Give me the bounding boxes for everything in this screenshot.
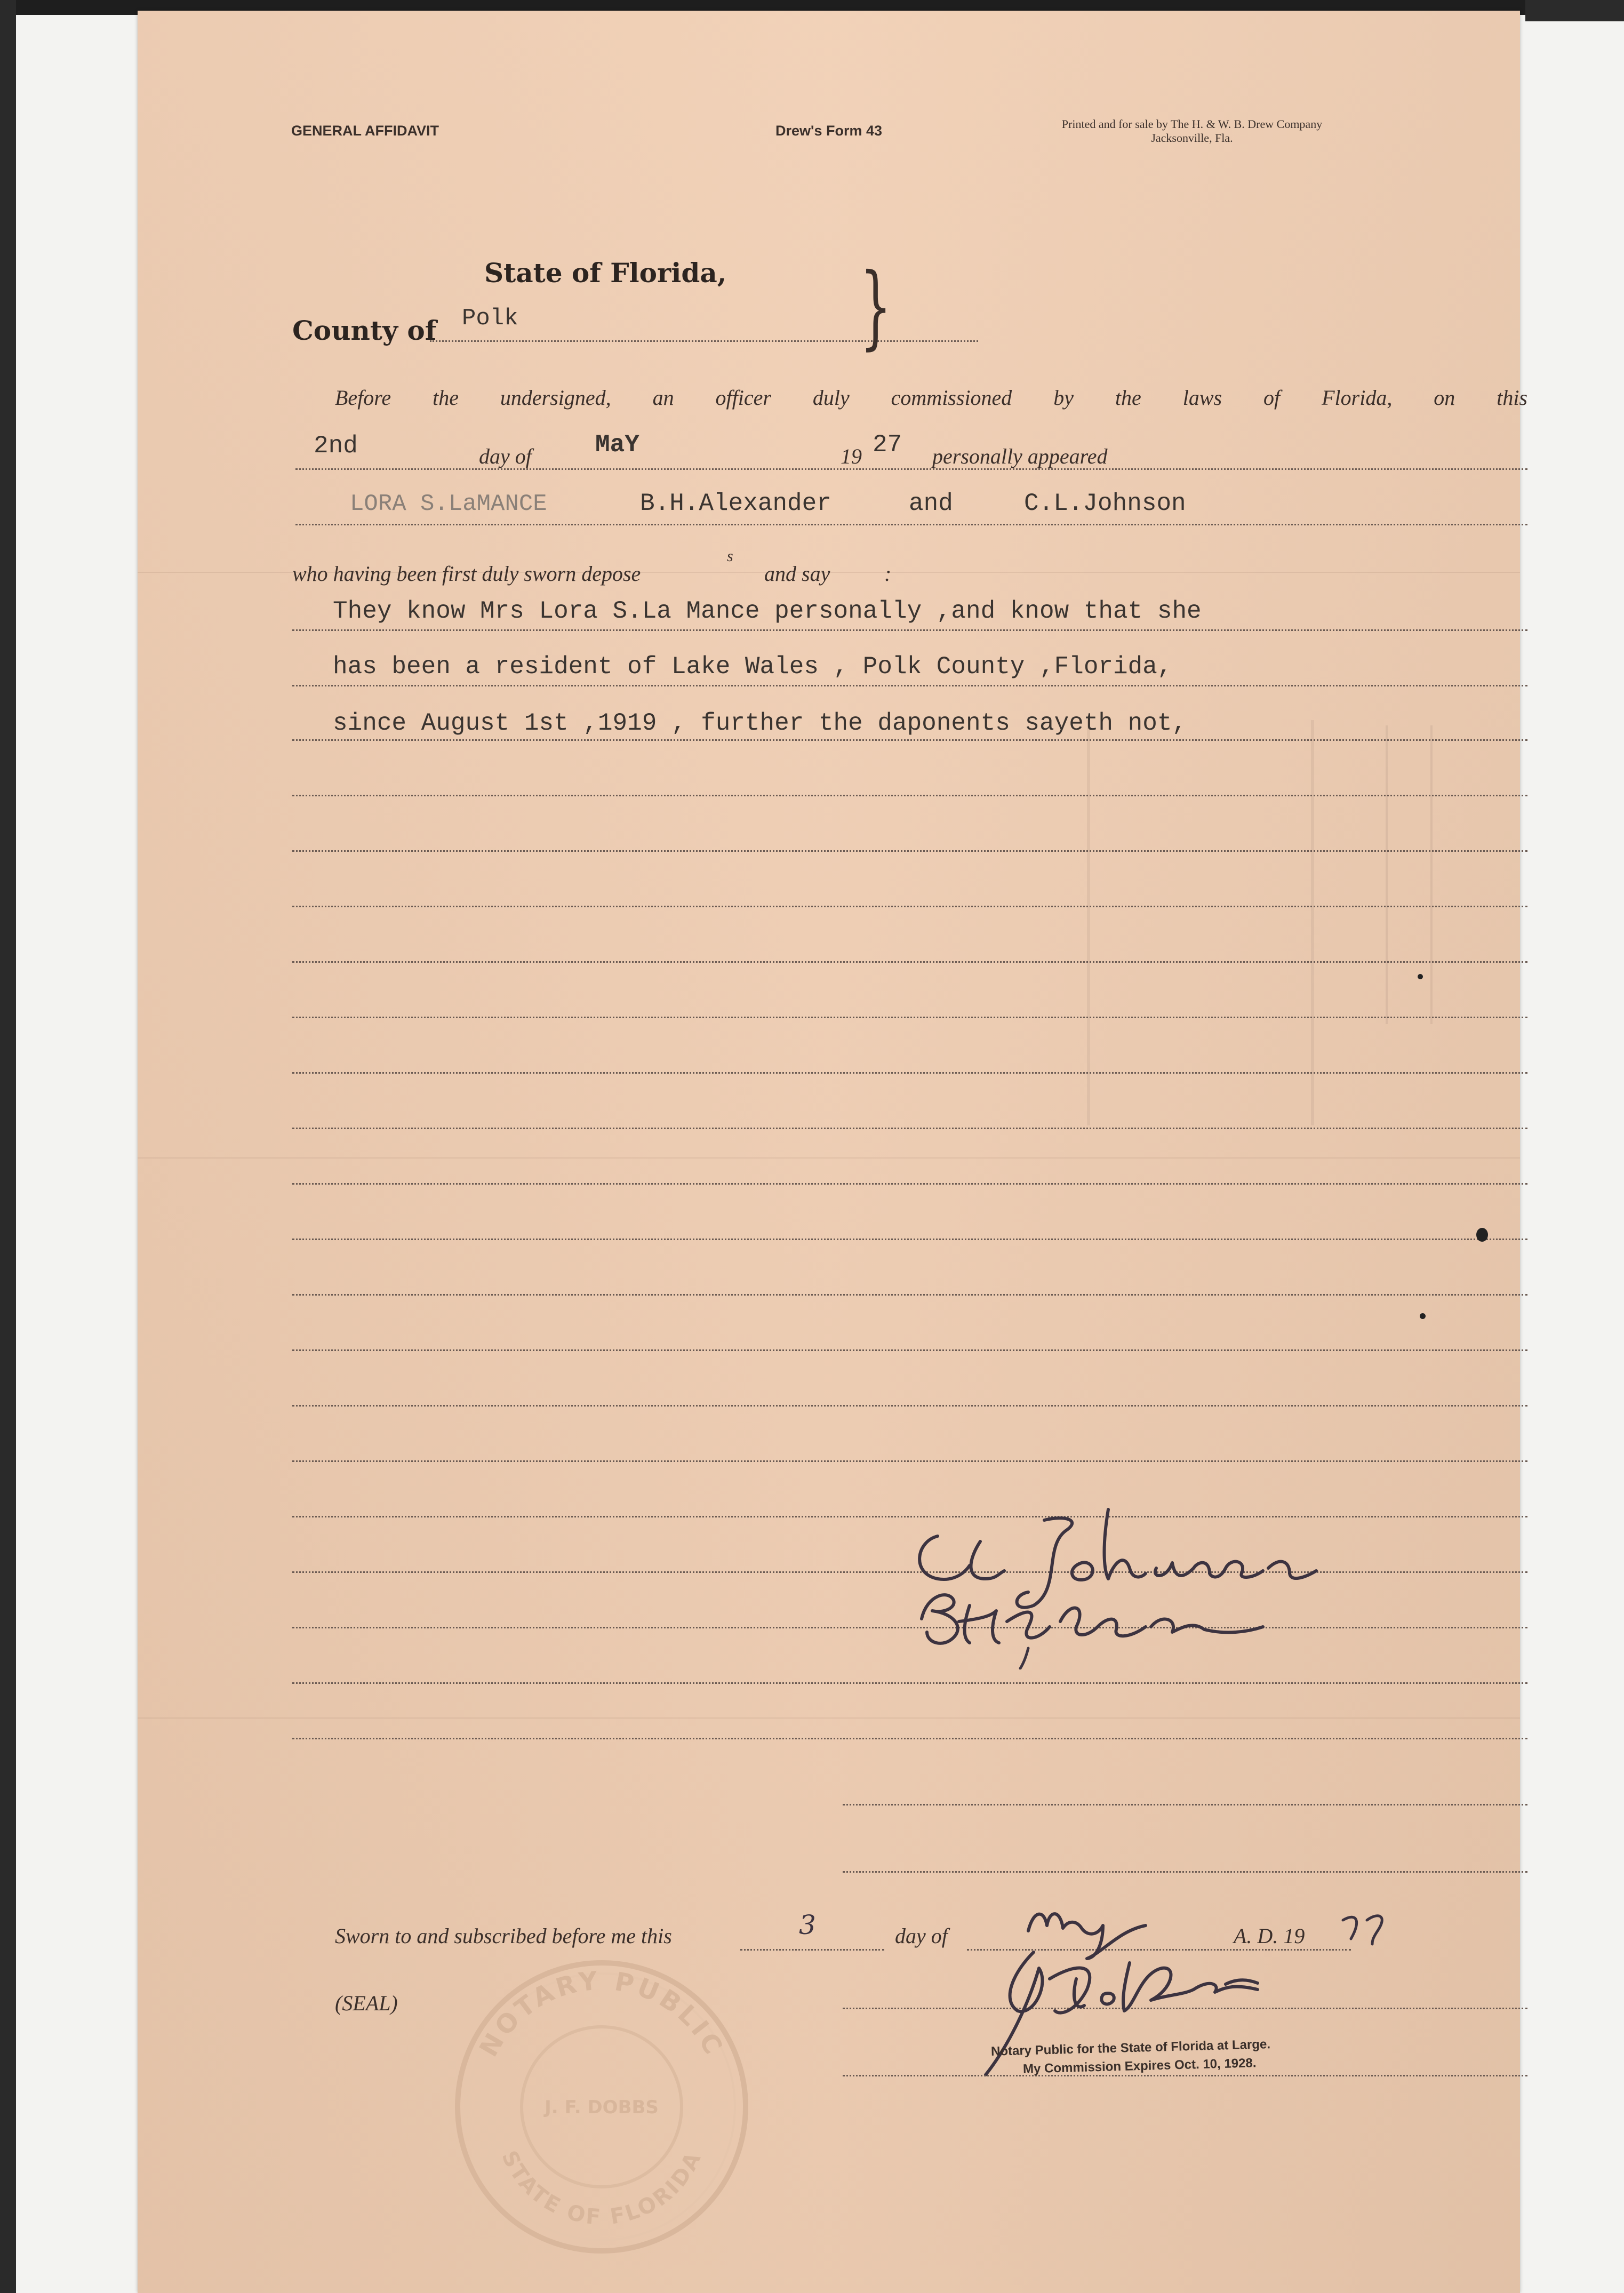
scan-speck	[1476, 1228, 1488, 1242]
statement-line-1: They know Mrs Lora S.La Mance personally ,and know that she	[333, 597, 1202, 625]
rule-line	[292, 1460, 1527, 1462]
sworn-label: Sworn to and subscribed before me this	[335, 1924, 672, 1948]
rule-line	[292, 1294, 1527, 1296]
rule-line	[292, 1183, 1527, 1185]
form-number: Drew's Form 43	[775, 123, 882, 139]
affidavit-page	[138, 11, 1527, 2293]
rule-line	[292, 739, 1527, 741]
affiant-signatures	[906, 1499, 1482, 1669]
fold-line	[138, 1717, 1520, 1719]
scan-speck	[1418, 974, 1423, 979]
personally-appeared-label: personally appeared	[932, 444, 1108, 468]
rule-line	[292, 1738, 1527, 1739]
day-of-label: day of	[479, 444, 532, 468]
rule-line	[292, 1239, 1527, 1240]
form-title: GENERAL AFFIDAVIT	[291, 123, 439, 139]
oath-lead: who having been first duly sworn depose	[292, 562, 641, 586]
affiant-signature-line	[843, 1871, 1527, 1873]
scan-edge-left	[0, 0, 16, 2293]
affiant-name-2: B.H.Alexander	[640, 490, 831, 517]
scan-edge-right	[1525, 0, 1624, 21]
printer-line-2: Jacksonville, Fla.	[1151, 131, 1233, 145]
month-value: MaY	[595, 431, 639, 459]
oath-tail: and say	[764, 562, 830, 586]
bleed-through-mark	[1087, 720, 1090, 1125]
jurat-ad-label: A. D. 19	[1234, 1924, 1305, 1948]
rule-line	[292, 795, 1527, 796]
affiant-name-3: C.L.Johnson	[1024, 490, 1186, 517]
oath-colon: :	[884, 562, 892, 586]
affiants-blank-line	[295, 524, 1527, 525]
rule-line	[292, 906, 1527, 907]
seal-label: (SEAL)	[335, 1991, 398, 2015]
printer-line-1: Printed and for sale by The H. & W. B. Drew Company	[1061, 117, 1323, 131]
rule-line	[292, 961, 1527, 963]
bleed-through-mark	[1311, 720, 1314, 1125]
rule-line	[292, 685, 1527, 686]
venue-brace: }	[860, 254, 892, 359]
seal-text-top: NOTARY PUBLIC	[474, 1966, 730, 2062]
seal-text-bottom: STATE OF FLORIDA	[497, 2147, 707, 2230]
county-value: Polk	[462, 305, 518, 332]
sworn-day-value: 3	[799, 1909, 816, 1940]
state-heading: State of Florida,	[484, 257, 727, 289]
date-blank-line	[295, 468, 1527, 470]
county-label: County of	[292, 315, 437, 346]
notary-seal-emboss	[436, 1942, 767, 2272]
notary-stamp-line-1: Notary Public for the State of Florida at Large.	[990, 2037, 1271, 2059]
preamble-text: Before the undersigned, an officer duly commissioned by the laws of Florida, on this	[335, 386, 1527, 410]
rule-line	[292, 1405, 1527, 1407]
rule-line	[292, 850, 1527, 852]
oath-suffix: s	[727, 547, 733, 565]
seal-text-center: J. F. DOBBS	[545, 2097, 659, 2118]
notary-stamp-line-2: My Commission Expires Oct. 10, 1928.	[1022, 2056, 1257, 2076]
affiant-conjunction: and	[909, 490, 953, 517]
day-value: 2nd	[314, 432, 358, 460]
rule-line	[292, 1072, 1527, 1074]
statement-line-2: has been a resident of Lake Wales , Polk County ,Florida,	[333, 653, 1172, 681]
printer-credit	[997, 117, 1387, 145]
rule-line	[292, 1128, 1527, 1129]
rule-line	[292, 629, 1527, 631]
fold-line	[138, 1157, 1520, 1159]
year-value: 27	[873, 431, 902, 459]
rule-line	[292, 1017, 1527, 1018]
rule-line	[292, 1349, 1527, 1351]
year-prefix: 19	[841, 444, 862, 468]
scan-speck	[1420, 1313, 1426, 1319]
statement-line-3: since August 1st ,1919 , further the daponents sayeth not,	[333, 709, 1187, 737]
county-blank-line	[430, 340, 978, 342]
jurat-day-of-label: day of	[895, 1924, 948, 1948]
bleed-through-mark	[1386, 725, 1433, 1024]
affiant-name-1: LORA S.LaMANCE	[350, 491, 547, 517]
affiant-signature-line	[843, 1804, 1527, 1805]
notary-title-line	[843, 2075, 1527, 2076]
rule-line	[292, 1682, 1527, 1684]
